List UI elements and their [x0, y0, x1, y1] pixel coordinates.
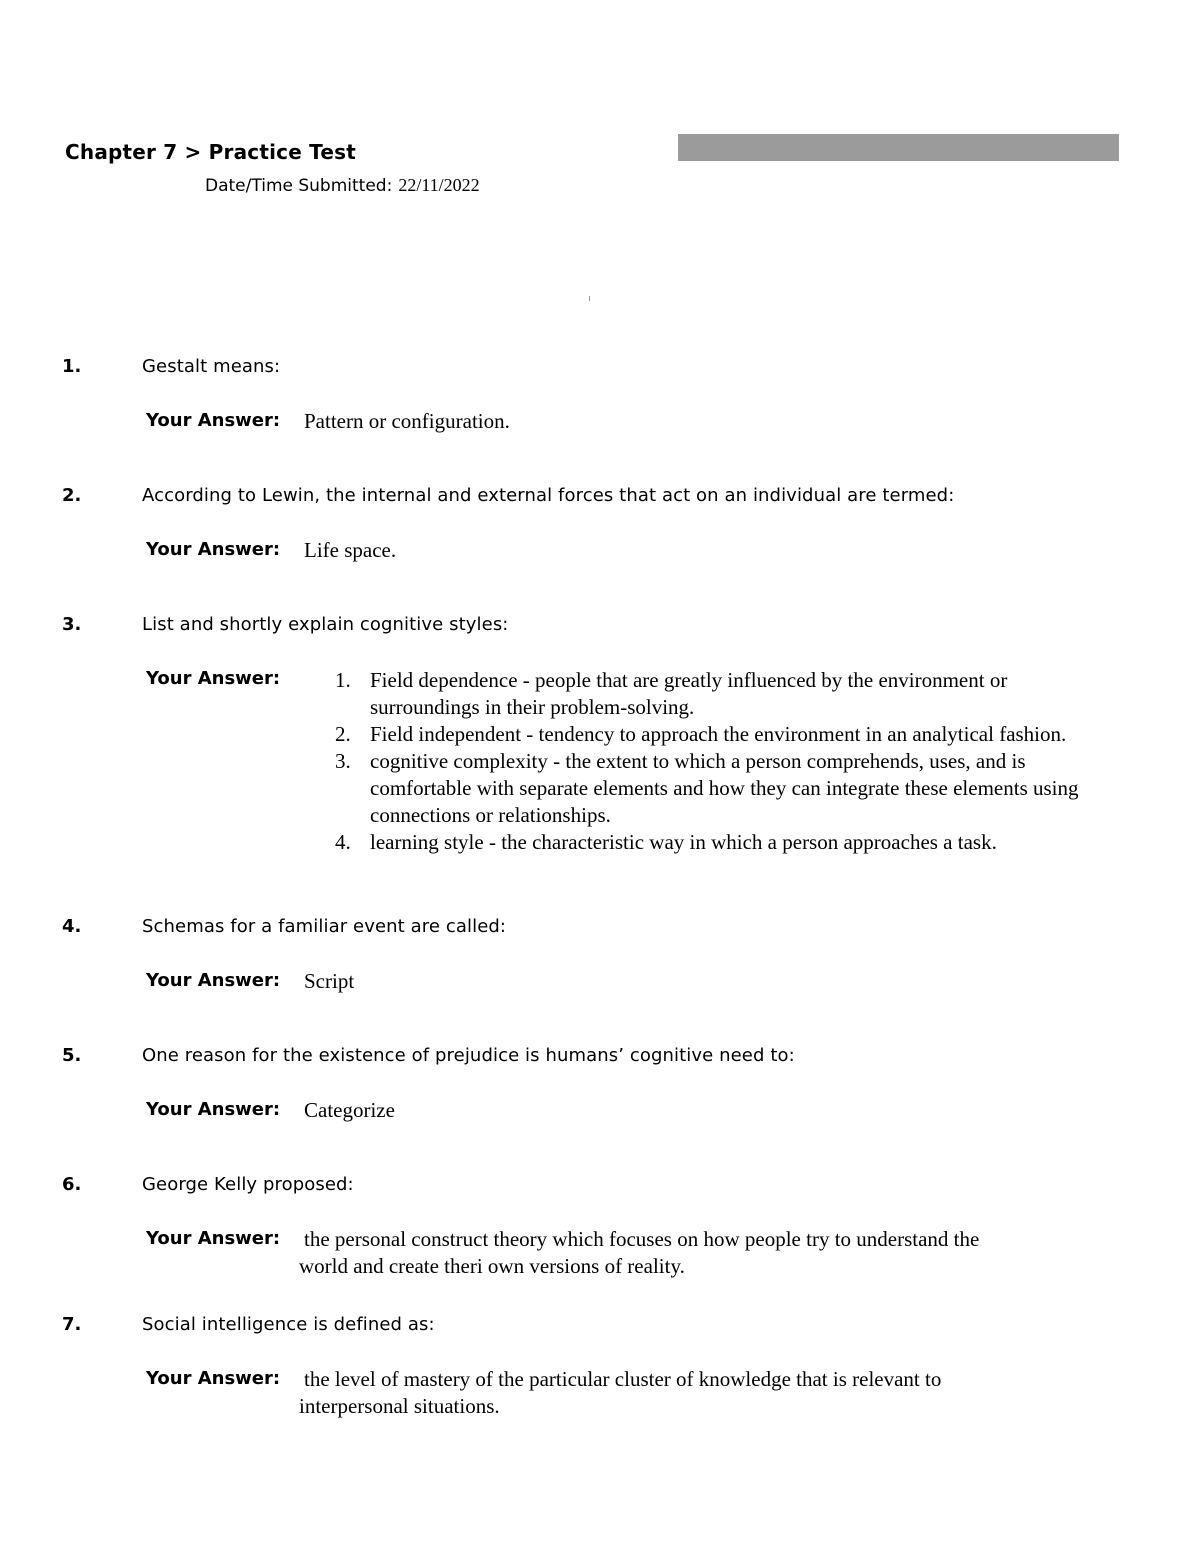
header-bar	[678, 134, 1119, 161]
question-number: 3.	[62, 614, 82, 635]
submitted-info	[205, 175, 480, 196]
answer-label: Your Answer:	[146, 970, 281, 991]
list-item-text: cognitive complexity - the extent to which a person comprehends, uses, and is comfortable with separate elements and how they can integrate these elements using connections or relationships.	[370, 749, 1079, 827]
answer-label: Your Answer:	[146, 668, 281, 689]
answer-label: Your Answer:	[146, 539, 281, 560]
answer-text: Categorize	[304, 1098, 395, 1122]
list-item	[331, 721, 1121, 748]
answer-text: Pattern or configuration.	[304, 409, 510, 433]
answer-text: Life space.	[304, 538, 397, 562]
question-number: 5.	[62, 1045, 82, 1066]
list-item	[331, 667, 1121, 721]
list-item-number: 1.	[335, 668, 351, 692]
question-text: One reason for the existence of prejudice is humans’ cognitive need to:	[142, 1045, 795, 1066]
answer-label: Your Answer:	[146, 1368, 281, 1389]
question-text: Schemas for a familiar event are called:	[142, 916, 507, 937]
question-number: 4.	[62, 916, 82, 937]
question-text: List and shortly explain cognitive styles:	[142, 614, 509, 635]
answer-text	[299, 1226, 1104, 1280]
question-number: 7.	[62, 1314, 82, 1335]
list-item	[331, 829, 1121, 856]
question-number: 1.	[62, 356, 82, 377]
list-item	[331, 748, 1121, 829]
list-item-text: learning style - the characteristic way in which a person approaches a task.	[370, 830, 997, 854]
answer-line: world and create theri own versions of reality.	[299, 1254, 685, 1278]
answer-line: interpersonal situations.	[299, 1394, 500, 1418]
page-title: Chapter 7 > Practice Test	[65, 140, 356, 164]
answer-text: Script	[304, 969, 355, 993]
list-item-text: Field dependence - people that are greatly influenced by the environment or surroundings in their problem-solving.	[370, 668, 1008, 719]
question-text: According to Lewin, the internal and external forces that act on an individual are termed:	[142, 485, 955, 506]
question-number: 6.	[62, 1174, 82, 1195]
answer-label: Your Answer:	[146, 1099, 281, 1120]
question-text: Gestalt means:	[142, 356, 281, 377]
answer-text	[299, 1366, 1104, 1420]
answer-label: Your Answer:	[146, 1228, 281, 1249]
answer-line: the level of mastery of the particular cluster of knowledge that is relevant to	[304, 1367, 942, 1391]
question-text: George Kelly proposed:	[142, 1174, 354, 1195]
question-number: 2.	[62, 485, 82, 506]
question-text: Social intelligence is defined as:	[142, 1314, 435, 1335]
divider-mark	[589, 296, 590, 301]
answer-label: Your Answer:	[146, 410, 281, 431]
submitted-label: Date/Time Submitted:	[205, 176, 393, 196]
answer-line: the personal construct theory which focuses on how people try to understand the	[304, 1227, 980, 1251]
list-item-text: Field independent - tendency to approach the environment in an analytical fashion.	[370, 722, 1067, 746]
answer-list	[331, 667, 1121, 856]
submitted-value: 22/11/2022	[398, 175, 480, 195]
list-item-number: 2.	[335, 722, 351, 746]
list-item-number: 4.	[335, 830, 351, 854]
list-item-number: 3.	[335, 749, 351, 773]
